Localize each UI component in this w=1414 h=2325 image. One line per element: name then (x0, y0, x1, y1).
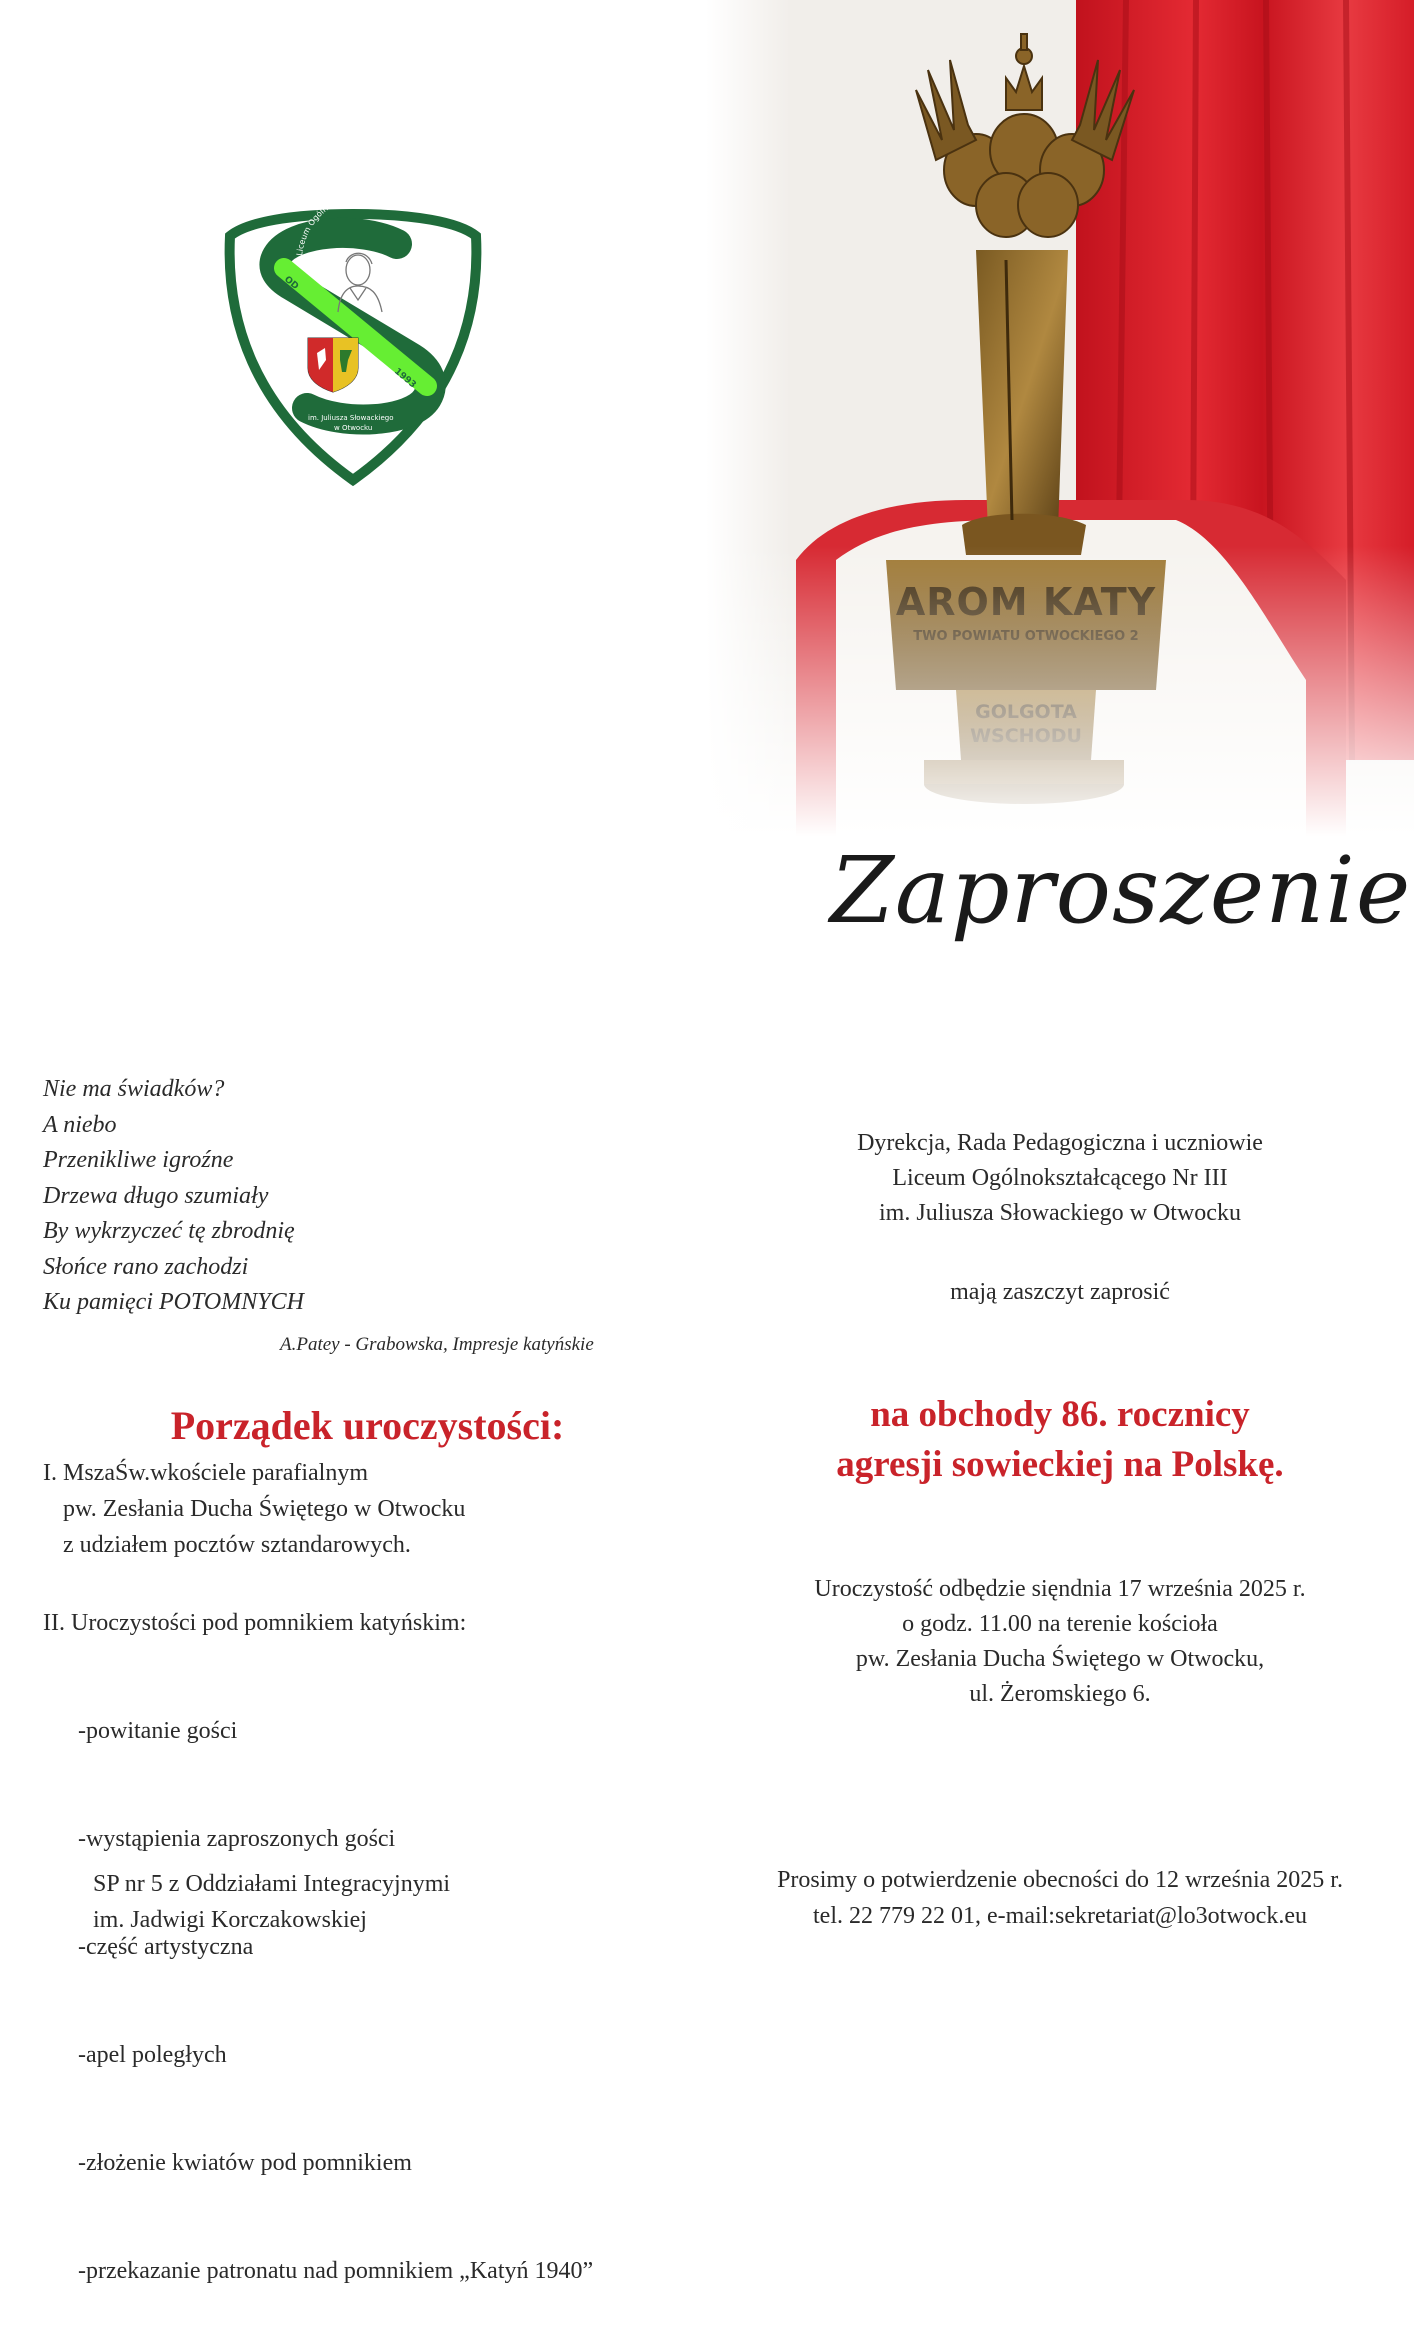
logo-arc-bottom-text-2: w Otwocku (334, 424, 373, 432)
poem-line: Nie ma świadków? (43, 1076, 225, 1102)
school-logo (222, 208, 484, 490)
logo-arc-top-text: Liceum Ogóln (295, 208, 330, 257)
poem-line: Przenikliwe igroźne (43, 1147, 234, 1173)
event-details-line: pw. Zesłania Ducha Świętego w Otwocku, (855, 1646, 1265, 1672)
program-part-2-list (78, 1641, 593, 2325)
monument-photo (706, 0, 1414, 880)
program-heading: Porządek uroczystości: (170, 1403, 565, 1448)
event-title-line: agresji sowieckiej na Polskę. (836, 1444, 1284, 1485)
inviters-block (706, 1126, 1414, 1231)
list-item: -apel poległych (78, 2042, 227, 2068)
poem-line: A niebo (43, 1111, 117, 1138)
program-part-1-line-2: pw. Zesłania Ducha Świętego w Otwocku (63, 1496, 466, 1522)
school-patron: im. Jadwigi Korczakowskiej (93, 1907, 367, 1933)
event-details (706, 1572, 1414, 1712)
event-details-line: ul. Żeromskiego 6. (969, 1681, 1151, 1707)
list-item: -wystąpienia zaproszonych gości (78, 1826, 396, 1852)
poem-line: Ku pamięci POTOMNYCH (43, 1289, 304, 1315)
logo-od-text: OD (282, 274, 301, 293)
inviters-line: Liceum Ogólnokształcącego Nr III (892, 1165, 1228, 1191)
school-crest-icon (222, 208, 484, 490)
school-name: SP nr 5 z Oddziałami Integracyjnymi (93, 1871, 451, 1897)
program-part-2-title: II. Uroczystości pod pomnikiem katyńskim: (43, 1610, 467, 1636)
katyn-monument-image (706, 0, 1414, 880)
poem-author: A.Patey - Grabowska, Impresje katyńskie (280, 1334, 594, 1355)
list-item: -część artystyczna (78, 1934, 254, 1960)
poem (43, 1072, 643, 1321)
inviters-line: im. Juliusza Słowackiego w Otwocku (879, 1200, 1241, 1226)
list-item: -powitanie gości (78, 1718, 238, 1744)
rsvp-block (720, 1862, 1400, 1934)
event-title (706, 1390, 1414, 1490)
poem-line: Drzewa długo szumiały (43, 1182, 269, 1209)
logo-arc-bottom-text: im. Juliusza Słowackiego (308, 414, 394, 422)
poem-line: Słońce rano zachodzi (43, 1253, 249, 1280)
event-details-line: o godz. 11.00 na terenie kościoła (902, 1611, 1218, 1637)
rsvp-line: Prosimy o potwierdzenie obecności do 12 września 2025 r. (777, 1867, 1343, 1893)
event-title-line: na obchody 86. rocznicy (870, 1394, 1250, 1435)
event-details-line: Uroczystość odbędzie sięndnia 17 września 2025 r. (814, 1576, 1306, 1602)
list-item: -złożenie kwiatów pod pomnikiem (78, 2150, 412, 2176)
program-part-1: I. MszaŚw.wkościele parafialnym (43, 1460, 369, 1486)
program-part-1-line-3: z udziałem pocztów sztandarowych. (63, 1532, 411, 1558)
rsvp-contact: tel. 22 779 22 01, e-mail:sekretariat@lo3otwock.eu (813, 1903, 1307, 1929)
honor-text: mają zaszczyt zaprosić (950, 1279, 1170, 1305)
logo-year-text: 1993 (392, 366, 418, 391)
page-title: Zaproszenie (830, 837, 1412, 944)
list-item: -przekazanie patronatu nad pomnikiem „Katyń 1940” (78, 2258, 594, 2284)
inviters-line: Dyrekcja, Rada Pedagogiczna i uczniowie (857, 1130, 1263, 1156)
poem-line: By wykrzyczeć tę zbrodnię (43, 1218, 295, 1244)
